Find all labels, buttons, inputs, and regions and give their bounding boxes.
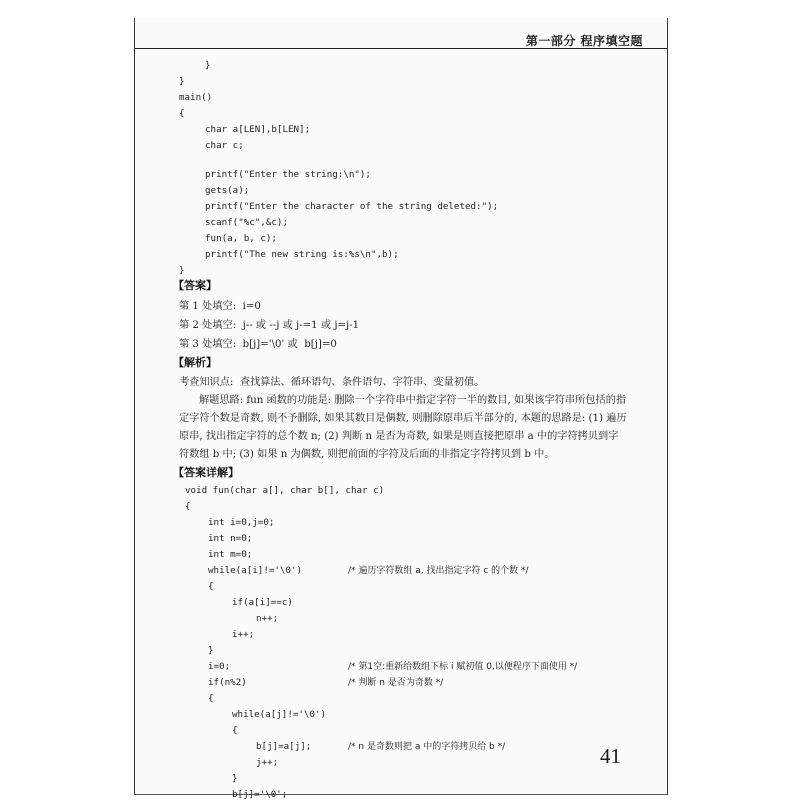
analysis-points: 考查知识点: 查找算法、循环语句、条件语句、字符串、变量初值。 bbox=[179, 377, 485, 388]
analysis-idea: 解题思路: fun 函数的功能是: 删除一个字符串中指定字符一半的数目, 如果该字符串所包括的指定字符个数是奇数, 则不予删除, 如果其数目是偶数, 则删除原串后半部分的, 本题的思路是: (1) 遍历原串, 找出指定字符的总个数 n; (2) 判断 n 是否为奇数, 如果是则直接把原串 a 中的字符拷贝到字符数组 b 中; (3) 如果 n 为偶数, 则把前面的字符及后面的非指定字符拷贝到 b 中。 bbox=[179, 395, 627, 460]
answer-heading: 【答案】 bbox=[173, 279, 217, 292]
code-line: i++; bbox=[232, 629, 255, 640]
code-line: while(a[j]!='\0') bbox=[232, 709, 327, 720]
code-line: gets(a); bbox=[205, 185, 250, 196]
code-line: b[j]=a[j]; bbox=[256, 741, 312, 752]
code-line: char a[LEN],b[LEN]; bbox=[205, 124, 311, 135]
code-line: if(a[i]==c) bbox=[232, 597, 293, 608]
code-line: j++; bbox=[256, 757, 279, 768]
code-line: } bbox=[179, 265, 185, 276]
answer-line: 第 3 处填空: b[j]='\0' 或 b[j]=0 bbox=[179, 339, 337, 350]
section-title: 第一部分 程序填空题 bbox=[525, 34, 643, 48]
book-page bbox=[134, 18, 668, 800]
code-line: main() bbox=[179, 92, 213, 103]
code-line: printf("Enter the string:\n"); bbox=[205, 169, 371, 180]
code-line: fun(a, b, c); bbox=[205, 233, 277, 244]
code-line: n++; bbox=[256, 613, 279, 624]
code-line: i=0; bbox=[208, 661, 231, 672]
code-line: while(a[i]!='\0') bbox=[208, 565, 303, 576]
code-line: char c; bbox=[205, 140, 244, 151]
code-line: { bbox=[208, 693, 214, 704]
code-line: } bbox=[179, 76, 185, 87]
code-line: { bbox=[185, 501, 191, 512]
code-line: int n=0; bbox=[208, 533, 253, 544]
code-line: void fun(char a[], char b[], char c) bbox=[185, 485, 385, 496]
code-line: { bbox=[179, 108, 185, 119]
code-line: printf("The new string is:%s\n",b); bbox=[205, 249, 399, 260]
code-comment: /* 遍历字符数组 a, 找出指定字符 c 的个数 */ bbox=[348, 566, 529, 576]
code-comment: /* 第1空:重新给数组下标 i 赋初值 0,以便程序下面使用 */ bbox=[348, 662, 578, 672]
code-line: { bbox=[232, 725, 238, 736]
answer-line: 第 1 处填空: i=0 bbox=[179, 301, 261, 312]
code-comment: /* n 是奇数则把 a 中的字符拷贝给 b */ bbox=[348, 742, 506, 752]
code-line: b[j]='\0'; bbox=[232, 789, 288, 800]
code-line: int i=0,j=0; bbox=[208, 517, 275, 528]
page-number: 41 bbox=[600, 744, 621, 768]
code-line: scanf("%c",&c); bbox=[205, 217, 288, 228]
code-line: { bbox=[208, 581, 214, 592]
code-line: } bbox=[208, 645, 214, 656]
running-header bbox=[135, 18, 667, 49]
code-line: } bbox=[232, 773, 238, 784]
code-line: int m=0; bbox=[208, 549, 253, 560]
detail-heading: 【答案详解】 bbox=[173, 466, 239, 479]
code-line: printf("Enter the character of the string deleted:"); bbox=[205, 201, 499, 212]
answer-line: 第 2 处填空: j-- 或 --j 或 j-=1 或 j=j-1 bbox=[179, 320, 360, 331]
code-comment: /* 判断 n 是否为奇数 */ bbox=[348, 678, 444, 688]
code-line: } bbox=[205, 60, 211, 71]
code-line: if(n%2) bbox=[208, 677, 247, 688]
analysis-heading: 【解析】 bbox=[173, 356, 217, 369]
